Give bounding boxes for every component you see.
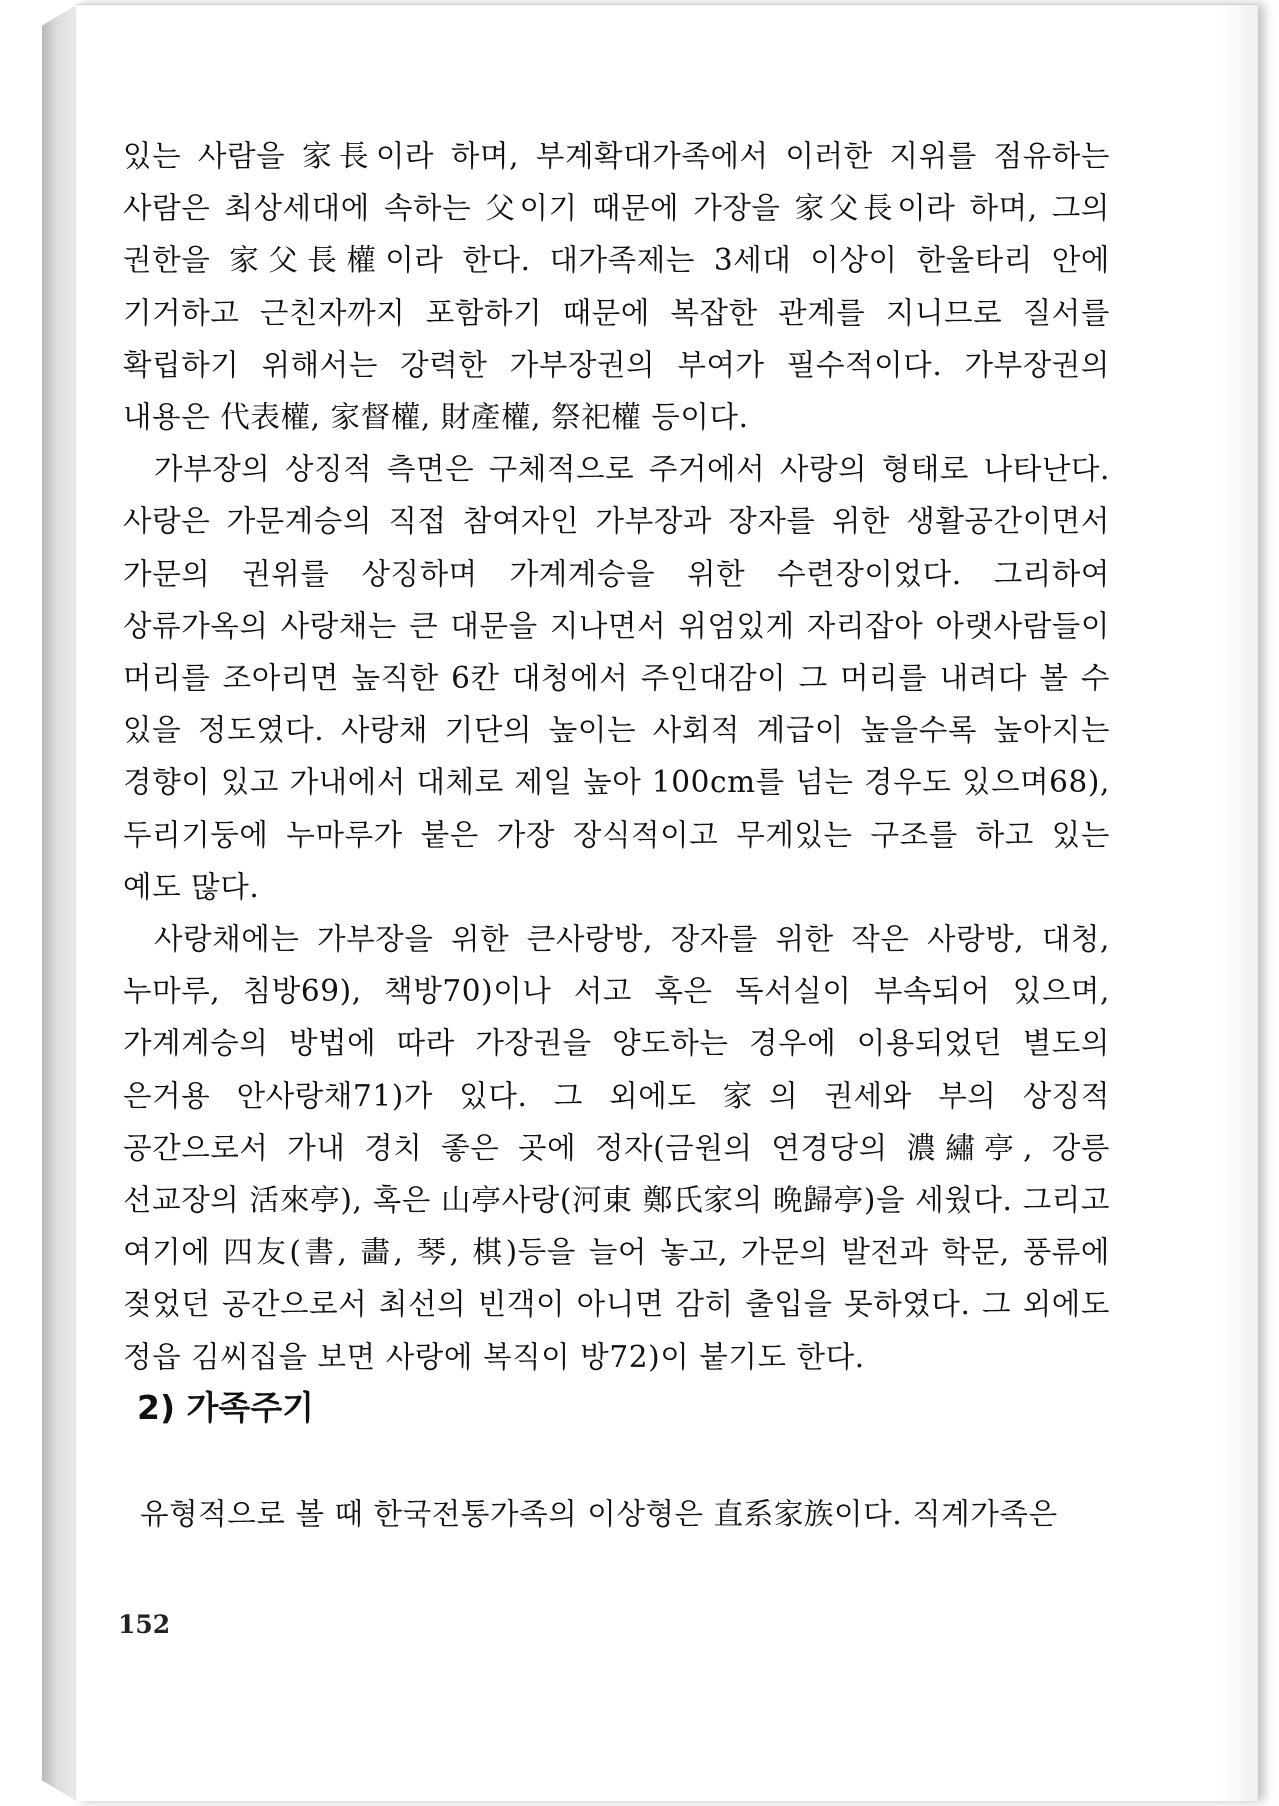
section-heading: 2) 가족주기: [137, 1388, 315, 1427]
paragraph-4: 유형적으로 볼 때 한국전통가족의 이상형은 直系家族이다. 직계가족은: [140, 1497, 1058, 1531]
page-edge-shadow: [1218, 5, 1258, 1801]
paragraph-1: 있는 사람을 家長이라 하며, 부계확대가족에서 이러한 지위를 점유하는 사람은 최상세대에 속하는 父이기 때문에 가장을 家父長이라 하며, 그의 권한을 家父長權이라 한다. 대가족제는 3세대 이상이 한울타리 안에 기거하고 근친자까지 포함하기 때문에 복잡한 관계를 지니므로 질서를 확립하기 위해서는 강력한 가부장권의 부여가 필수적이다. 가부장권의 내용은 代表權, 家督權, 財產權, 祭祀權 등이다.: [123, 139, 1110, 435]
paragraph-2: 가부장의 상징적 측면은 구체적으로 주거에서 사랑의 형태로 나타난다. 사랑은 가문계승의 직접 참여자인 가부장과 장자를 위한 생활공간이면서 가문의 권위를 상징하며 가계계승을 위한 수련장이었다. 그리하여 상류가옥의 사랑채는 큰 대문을 지나면서 위엄있게 자리잡아 아랫사람들이 머리를 조아리면 높직한 6칸 대청에서 주인대감이 그 머리를 내려다 볼 수 있을 정도였다. 사랑채 기단의 높이는 사회적 계급이 높을수록 높아지는 경향이 있고 가내에서 대체로 제일 높아 100cm를 넘는 경우도 있으며68), 두리기둥에 누마루가 붙은 가장 장식적이고 무게있는 구조를 하고 있는 예도 많다.: [123, 452, 1110, 904]
book-spine: [42, 4, 78, 1802]
body-text: [123, 130, 1110, 1383]
page-number: 152: [118, 1610, 171, 1639]
final-paragraph-block: [140, 1488, 1110, 1540]
paragraph-3: 사랑채에는 가부장을 위한 큰사랑방, 장자를 위한 작은 사랑방, 대청, 누마루, 침방69), 책방70)이나 서고 혹은 독서실이 부속되어 있으며, 가계계승의 방법에 따라 가장권을 양도하는 경우에 이용되었던 별도의 은거용 안사랑채71)가 있다. 그 외에도 家의 권세와 부의 상징적 공간으로서 가내 경치 좋은 곳에 정자(금원의 연경당의 濃繡亭, 강릉 선교장의 活來亭), 혹은 山亭사랑(河東 鄭氏家의 晩歸亭)을 세웠다. 그리고 여기에 四友(書, 畵, 琴, 棋)등을 늘어 놓고, 가문의 발전과 학문, 풍류에 젖었던 공간으로서 최선의 빈객이 아니면 감히 출입을 못하였다. 그 외에도 정읍 김씨집을 보면 사랑에 복직이 방72)이 붙기도 한다.: [123, 922, 1110, 1374]
